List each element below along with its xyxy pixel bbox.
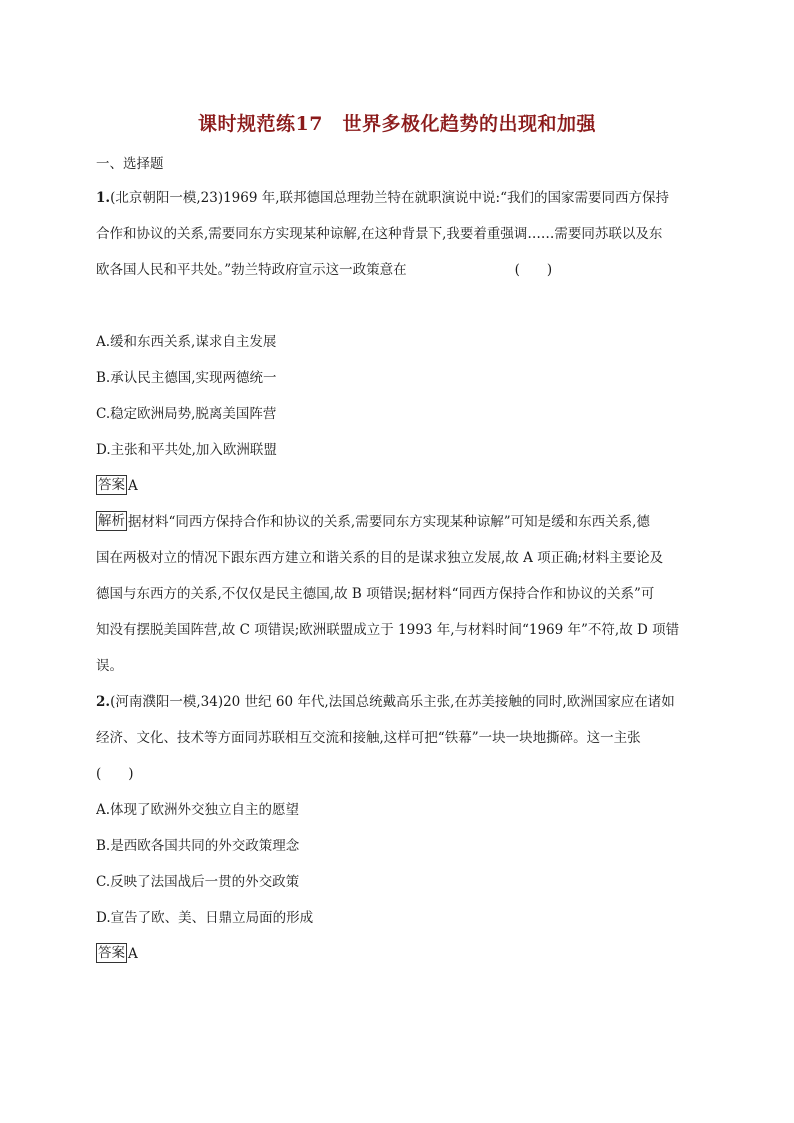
- analysis-line-4: 知没有摆脱美国阵营,故 C 项错误;欧洲联盟成立于 1993 年,与材料时间“1969 年”不符,故 D 项错: [96, 622, 680, 638]
- option-b: B.是西欧各国共同的外交政策理念: [96, 838, 300, 854]
- option-c: C.反映了法国战后一贯的外交政策: [96, 874, 300, 890]
- option-a: A.缓和东西关系,谋求自主发展: [96, 334, 277, 350]
- question-2-line-3: [96, 756, 700, 792]
- question-2-options: [96, 792, 700, 972]
- answer-tag: 答案: [98, 477, 125, 493]
- option-c: C.稳定欧洲局势,脱离美国阵营: [96, 406, 277, 422]
- question-1-options: [96, 324, 700, 504]
- answer-tag: 答案: [98, 945, 125, 961]
- answer-bracket: ( ): [514, 262, 553, 278]
- question-1: [96, 180, 700, 288]
- analysis-tag: 解析: [98, 513, 125, 529]
- page-title: 课时规范练17 世界多极化趋势的出现和加强: [198, 113, 596, 135]
- question-2-line-1: [96, 684, 700, 720]
- option-d: D.主张和平共处,加入欧洲联盟: [96, 442, 277, 458]
- question-number: 1.: [96, 190, 111, 206]
- analysis-text: 据材料“同西方保持合作和协议的关系,需要同东方实现某种谅解”可知是缓和东西关系,德: [128, 514, 650, 530]
- answer-line: [96, 936, 700, 972]
- question-1-stem-text: (北京朝阳一模,23)1969 年,联邦德国总理勃兰特在就职演说中说:“我们的国家需要同西方保持: [110, 190, 669, 206]
- question-1-stem-text: 欧各国人民和平共处。”勃兰特政府宣示这一政策意在: [96, 262, 407, 278]
- question-1-analysis: [96, 504, 700, 684]
- section-heading: 一、选择题: [96, 156, 164, 172]
- option-a: A.体现了欧洲外交独立自主的愿望: [96, 802, 300, 818]
- analysis-line-2: 国在两极对立的情况下跟东西方建立和谐关系的目的是谋求独立发展,故 A 项正确;材料主要论及: [96, 550, 664, 566]
- analysis-line-3: 德国与东西方的关系,不仅仅是民主德国,故 B 项错误;据材料“同西方保持合作和协议的关系”可: [96, 586, 655, 602]
- question-2-line-2: 经济、文化、技术等方面同苏联相互交流和接触,这样可把“铁幕”一块一块地撕碎。这一主张: [96, 730, 641, 746]
- question-1-line-1: [96, 180, 700, 216]
- option-b: B.承认民主德国,实现两德统一: [96, 370, 277, 386]
- question-2: [96, 684, 700, 792]
- option-d: D.宣告了欧、美、日鼎立局面的形成: [96, 910, 314, 926]
- question-number: 2.: [96, 694, 111, 710]
- analysis-line-1: [96, 504, 700, 540]
- question-1-line-2: 合作和协议的关系,需要同东方实现某种谅解,在这种背景下,我要着重强调……需要同苏联以及东: [96, 226, 663, 242]
- question-1-line-3: [96, 252, 700, 288]
- question-2-stem-text: (河南濮阳一模,34)20 世纪 60 年代,法国总统戴高乐主张,在苏美接触的同时,欧洲国家应在诸如: [110, 694, 675, 710]
- answer-bracket: ( ): [96, 766, 134, 782]
- answer-value: A: [128, 946, 138, 962]
- answer-value: A: [128, 478, 138, 494]
- analysis-line-5: 误。: [96, 658, 123, 674]
- answer-line: [96, 468, 700, 504]
